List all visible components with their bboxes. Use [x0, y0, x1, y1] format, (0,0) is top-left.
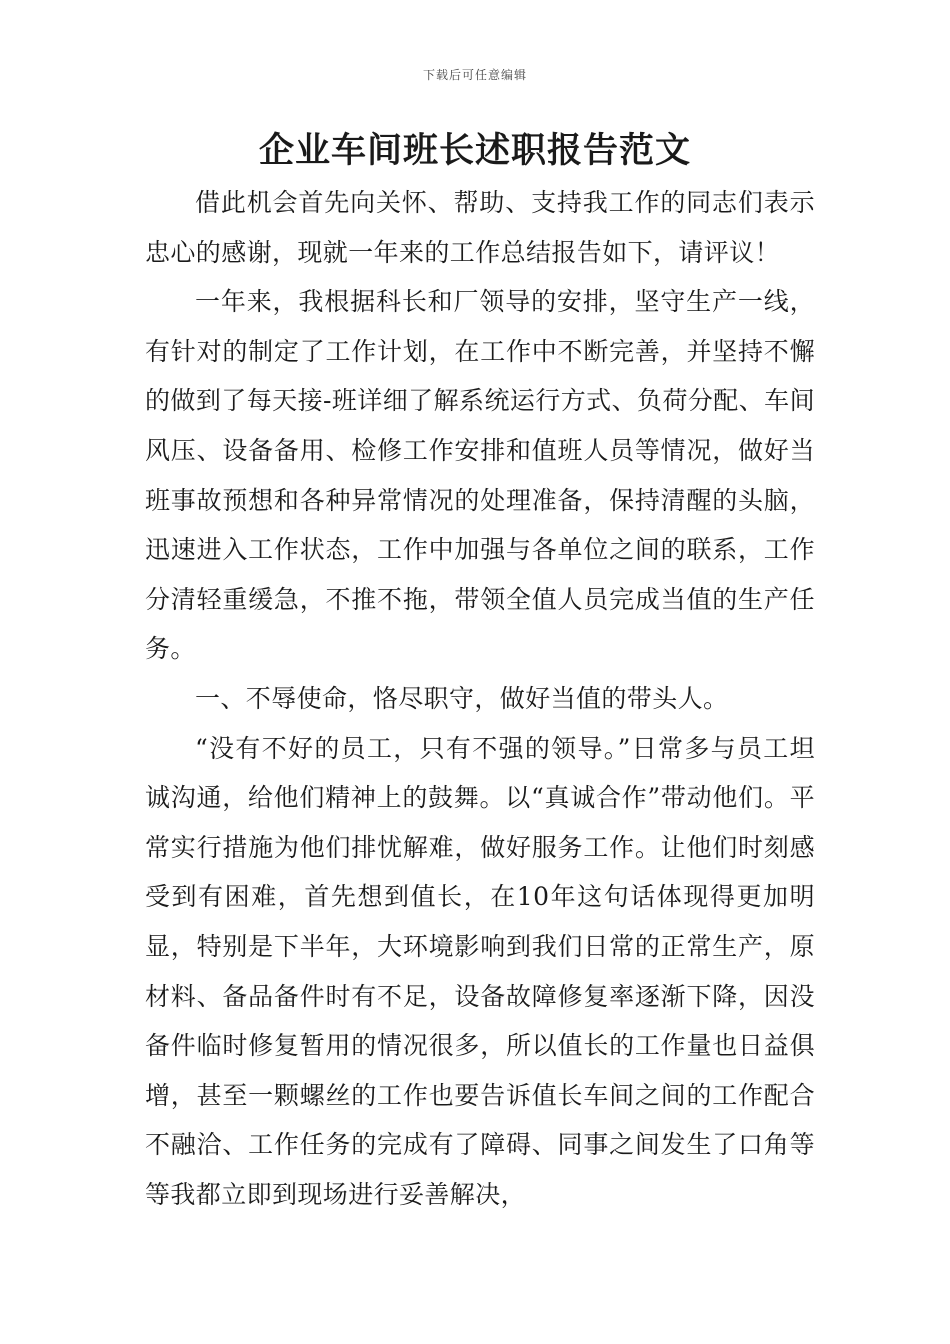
paragraph-year-summary: 一年来，我根据科长和厂领导的安排，坚守生产一线，有针对的制定了工作计划，在工作中不断完善，并坚持不懈的做到了每天接-班详细了解系统运行方式、负荷分配、车间风压、设备备用、检修工作安排和值班人员等情况，做好当班事故预想和各种异常情况的处理准备，保持清醒的头脑，迅速进入工作状态，工作中加强与各单位之间的联系，工作分清轻重缓急，不推不拖，带领全值人员完成当值的生产任务。: [145, 287, 815, 664]
paragraph-leadership: “没有不好的员工，只有不强的领导。”日常多与员工坦诚沟通，给他们精神上的鼓舞。以“真诚合作”带动他们。平常实行措施为他们排忧解难，做好服务工作。让他们时刻感受到有困难，首先想到值长，在10年这句话体现得更加明显，特别是下半年，大环境影响到我们日常的正常生产，原材料、备品备件时有不足，设备故障修复率逐渐下降，因没备件临时修复暂用的情况很多，所以值长的工作量也日益俱增，甚至一颗螺丝的工作也要告诉值长车间之间的工作配合不融洽、工作任务的完成有了障碍、同事之间发生了口角等等我都立即到现场进行妥善解决，: [145, 733, 815, 1209]
paragraph-intro: 借此机会首先向关怀、帮助、支持我工作的同志们表示忠心的感谢，现就一年来的工作总结报告如下，请评议！: [145, 188, 815, 267]
document-title: 企业车间班长述职报告范文: [258, 131, 691, 171]
document-body: [145, 178, 815, 1219]
paragraph-section-heading: 一、不辱使命，恪尽职守，做好当值的带头人。: [195, 683, 729, 713]
header-note: 下载后可任意编辑: [422, 68, 527, 82]
